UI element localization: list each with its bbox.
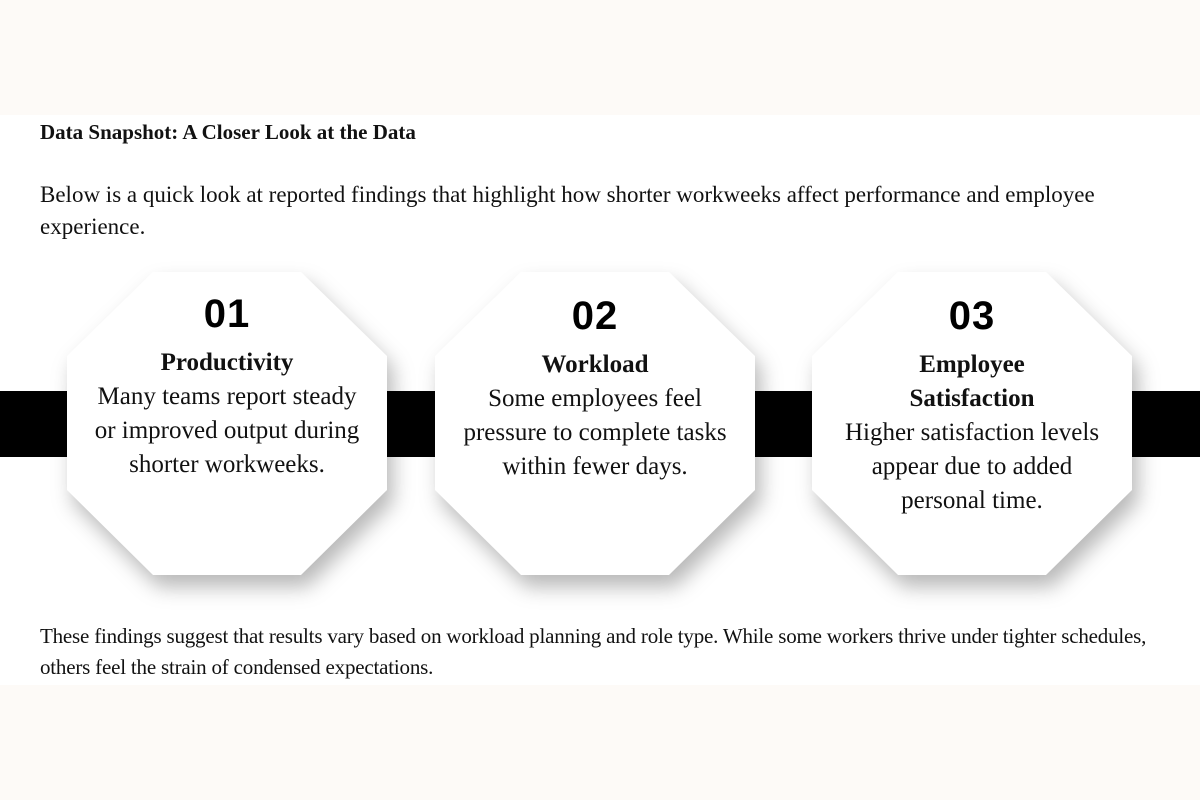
- finding-card-employee-satisfaction: [812, 272, 1132, 575]
- card-text: Many teams report steady or improved output during shorter workweeks.: [94, 383, 360, 478]
- card-title: Workload: [541, 351, 649, 378]
- card-title: Employee Satisfaction: [909, 351, 1035, 412]
- card-content: [67, 272, 387, 482]
- card-title: Productivity: [160, 349, 294, 376]
- page-heading: Data Snapshot: A Closer Look at the Data: [40, 120, 416, 144]
- card-text: Higher satisfaction levels appear due to added personal time.: [844, 419, 1100, 514]
- card-content: [435, 272, 755, 484]
- finding-card-productivity: [67, 272, 387, 575]
- card-number: 01: [203, 292, 251, 336]
- card-content: [812, 272, 1132, 518]
- finding-card-workload: [435, 272, 755, 575]
- card-number: 03: [948, 294, 996, 338]
- intro-paragraph: Below is a quick look at reported findings that highlight how shorter workweeks affect performance and employee experience.: [40, 182, 1095, 239]
- card-number: 02: [571, 294, 619, 338]
- outro-paragraph: These findings suggest that results vary based on workload planning and role type. While some workers thrive under tighter schedules, others feel the strain of condensed expectations.: [40, 624, 1147, 679]
- card-text: Some employees feel pressure to complete tasks within fewer days.: [463, 385, 727, 480]
